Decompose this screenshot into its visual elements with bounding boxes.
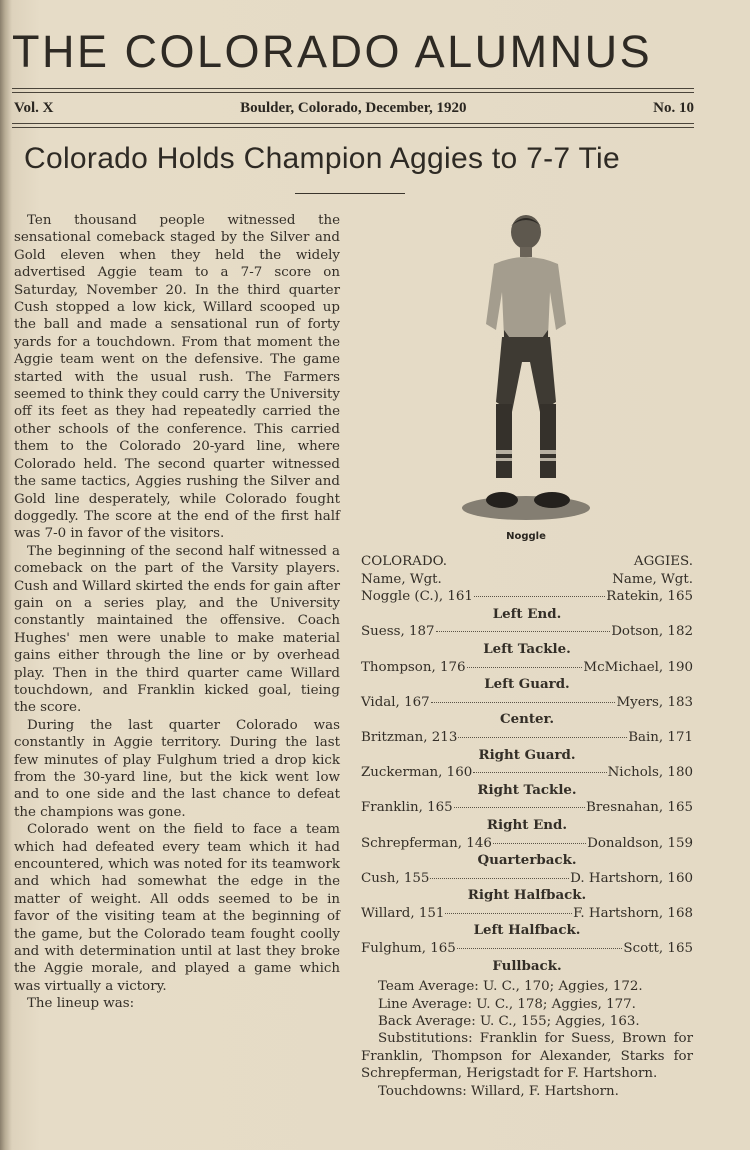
aggies-player: Scott, 165	[623, 941, 693, 957]
issue-number: No. 10	[653, 100, 694, 116]
lineup-subheader	[361, 571, 693, 589]
colorado-player: Thompson, 176	[361, 659, 466, 675]
article-headline: Colorado Holds Champion Aggies to 7-7 Tie	[24, 142, 620, 175]
substitutions: Substitutions: Franklin for Suess, Brown for Franklin, Thompson for Alexander, Starks for Schrepferman, Herigstadt for F. Hartshorn.	[361, 1031, 693, 1082]
article-paragraph: Ten thousand people witnessed the sensational comeback staged by the Silver and Gold eleven when they held the widely advertised Aggie team to a 7-7 score on Saturday, November 20. In the third quarter Cush stopped a low kick, Willard scooped up the ball and made a sensational run of forty yards for a touchdown. From that moment the Aggie team went on the defensive. The game started with the usual rush. The Farmers seemed to think they could carry the University off its feet as they had repeatedly carried the other schools of the conference. This carried them to the Colorado 20-yard line, where Colorado held. The second quarter witnessed the same tactics, Aggies rushing the Silver and Gold line desperately, while Colorado fought doggedly. The score at the end of the first half was 7-0 in favor of the visitors.	[14, 213, 340, 542]
masthead-rule-bottom	[12, 123, 694, 124]
article-paragraph: During the last quarter Colorado was constantly in Aggie territory. During the last few minutes of play Fulghum tried a drop kick from the 30-yard line, but the kick went low and to one side and the last chance to defeat the champions was gone.	[14, 717, 340, 820]
colorado-player: Zuckerman, 160	[361, 765, 473, 781]
lineup-table	[361, 553, 693, 1100]
lineup-position: Fullback.	[492, 957, 562, 974]
lineup-position: Quarterback.	[477, 852, 577, 869]
lineup-position: Right Guard.	[478, 746, 576, 763]
team-average: Team Average: U. C., 170; Aggies, 172.	[378, 979, 643, 995]
aggies-player: Bresnahan, 165	[586, 800, 693, 816]
aggies-player: Ratekin, 165	[606, 589, 693, 605]
lineup-position: Left Guard.	[484, 676, 570, 693]
lineup-position: Right Tackle.	[477, 781, 577, 798]
colorado-player: Willard, 151	[361, 905, 445, 921]
place-date: Boulder, Colorado, December, 1920	[240, 100, 467, 116]
masthead-rule-top-2	[12, 92, 694, 93]
lineup-row	[361, 940, 693, 958]
colorado-player: Suess, 187	[361, 624, 435, 640]
lineup-row	[361, 799, 693, 817]
left-team-name: COLORADO.	[361, 554, 448, 569]
aggies-player: Myers, 183	[616, 694, 693, 710]
colorado-player: Cush, 155	[361, 870, 430, 886]
lineup-row	[361, 588, 693, 606]
lineup-position: Left Halfback.	[473, 922, 581, 939]
colorado-player: Britzman, 213	[361, 729, 458, 745]
colorado-player: Schrepferman, 146	[361, 835, 492, 851]
aggies-player: McMichael, 190	[583, 659, 693, 675]
aggies-player: Dotson, 182	[611, 624, 693, 640]
masthead-title: THE COLORADO ALUMNUS	[12, 26, 653, 77]
lineup-position: Left End.	[492, 605, 562, 622]
masthead-rule-top	[12, 88, 694, 89]
aggies-player: D. Hartshorn, 160	[570, 870, 693, 886]
masthead-rule-bottom-2	[12, 127, 694, 128]
article-paragraph: Colorado went on the field to face a team which had defeated every team which it had encountered, which was noted for its teamwork and which had somewhat the edge in the matter of weight. All odds seemed to be in favor of the visiting team at the beginning of the game, but the Colorado team fought coolly and with determination until at last they broke the Aggie morale, and played a game which was virtually a victory.	[14, 822, 340, 994]
right-team-name: AGGIES.	[633, 554, 693, 569]
lineup-header	[361, 553, 693, 571]
lineup-position: Center.	[499, 711, 555, 728]
lineup-row	[361, 623, 693, 641]
line-average: Line Average: U. C., 178; Aggies, 177.	[378, 996, 636, 1012]
lineup-row	[361, 659, 693, 677]
colorado-player: Noggle (C.), 161	[361, 589, 473, 605]
issue-info-bar	[14, 100, 694, 117]
lineup-row	[361, 870, 693, 888]
left-team-sub: Name, Wgt.	[361, 571, 442, 587]
right-team-sub: Name, Wgt.	[612, 571, 693, 587]
lineup-row	[361, 729, 693, 747]
aggies-player: Nichols, 180	[607, 765, 693, 781]
aggies-player: F. Hartshorn, 168	[573, 905, 693, 921]
player-photo	[460, 212, 592, 524]
aggies-player: Bain, 171	[628, 729, 693, 745]
lineup-row	[361, 694, 693, 712]
back-average: Back Average: U. C., 155; Aggies, 163.	[378, 1014, 640, 1030]
lineup-position: Right End.	[486, 816, 568, 833]
lineup-position: Left Tackle.	[483, 640, 571, 657]
lineup-row	[361, 835, 693, 853]
lineup-row	[361, 905, 693, 923]
lineup-position: Right Halfback.	[467, 887, 587, 904]
photo-caption: Noggle	[506, 531, 546, 542]
aggies-player: Donaldson, 159	[587, 835, 693, 851]
lineup-row	[361, 764, 693, 782]
article-body	[14, 212, 340, 1013]
colorado-player: Vidal, 167	[361, 694, 430, 710]
lineup-summary	[361, 978, 693, 1100]
headline-rule	[295, 193, 405, 194]
touchdowns: Touchdowns: Willard, F. Hartshorn.	[378, 1083, 619, 1099]
colorado-player: Fulghum, 165	[361, 941, 456, 957]
volume-label: Vol. X	[14, 100, 54, 116]
article-paragraph: The beginning of the second half witnessed a comeback on the part of the Varsity players. Cush and Willard skirted the ends for gain after gain on a series play, and the University constantly maintained the offensive. Coach Hughes' men were unable to make material gains either through the line or by overhead play. Then in the third quarter came Willard touchdown, and Franklin kicked goal, tieing the score.	[14, 543, 340, 716]
article-paragraph: The lineup was:	[27, 996, 135, 1012]
colorado-player: Franklin, 165	[361, 800, 453, 816]
